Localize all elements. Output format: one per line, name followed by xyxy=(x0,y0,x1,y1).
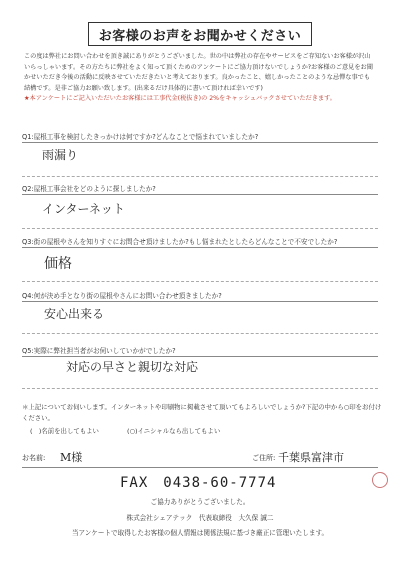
consent-section xyxy=(22,402,382,437)
question-2: Q2:屋根工事会社をどのように探しましたか? xyxy=(22,185,156,193)
option-initials[interactable]: (○)イニシャルなら出してもよい xyxy=(126,427,221,435)
page-title: お客様のお声をお聞かせください xyxy=(88,22,312,46)
intro-paragraph: この度は弊社にお問い合わせを頂き誠にありがとうございました。世の中は弊社の存在やサービスをご存知ないお客様が沢山いらっしゃいます。その方たちに弊社をよく知って頂くためのアンケートにご協力頂けないでしょうか?お客様のご意見をお聞かせいただき今後の活動に反映させていただきたいと考えております。良かったこと、嬉しかったことのような忌憚な事でも結構です。是非ご協力お願い致します。(出来るだけ具体的に書いて頂ければ幸いです) xyxy=(24,53,373,92)
privacy-text: 当アンケートで取得したお客様の個人情報は関係法規に基づき厳正に管理いたします。 xyxy=(71,529,329,537)
divider xyxy=(22,301,378,302)
divider xyxy=(22,142,378,143)
name-label: お名前: xyxy=(22,454,46,462)
question-3: Q3:街の屋根やさんを知りすぐにお問合せ頂けましたか?もし悩まれたとしたらどんなことで不安でしたか? xyxy=(22,238,338,246)
question-4: Q4:何が決め手となり街の屋根やさんにお問い合わせ頂きましたか? xyxy=(22,292,222,300)
intro-text xyxy=(24,52,376,105)
answer-line xyxy=(22,333,378,334)
answer-4[interactable]: 安心出来る xyxy=(44,307,105,321)
answer-5[interactable]: 対応の早さと親切な対応 xyxy=(66,360,199,374)
divider xyxy=(22,356,378,357)
answer-1[interactable]: 雨漏り xyxy=(42,148,79,162)
address-field[interactable]: 千葉県富津市 xyxy=(278,451,344,464)
name-field[interactable]: M様 xyxy=(60,451,83,464)
stamp-icon xyxy=(372,472,388,488)
address-label: ご住所: xyxy=(252,454,276,462)
thanks-text: ご協力ありがとうございました。 xyxy=(150,498,250,506)
consent-options xyxy=(22,426,382,437)
divider xyxy=(22,247,378,248)
answer-line xyxy=(22,228,378,229)
answer-2[interactable]: インターネット xyxy=(42,202,125,216)
question-5: Q5:実際に弊社担当者がお伺いしていかがでしたか? xyxy=(22,347,176,355)
cashback-note: ★本アンケートにご記入いただいたお客様には工事代金(税抜き)の 2%をキャッシュバックさせていただきます。 xyxy=(24,95,336,103)
answer-line xyxy=(22,176,378,177)
answer-line xyxy=(22,281,378,282)
company-text: 株式会社シェアテック 代表取締役 大久保 誠二 xyxy=(126,514,274,522)
fax-number: FAX 0438-60-7774 xyxy=(120,475,277,491)
answer-3[interactable]: 価格 xyxy=(44,256,72,272)
answer-line xyxy=(22,388,378,389)
question-1: Q1:屋根工事を検討したきっかけは何ですか?どんなことで悩まれていましたか? xyxy=(22,133,259,141)
divider xyxy=(22,194,378,195)
option-full-name[interactable]: ( )名前を出してもよい xyxy=(30,427,99,435)
name-address-row xyxy=(22,447,378,468)
consent-question: ＊上記についてお伺いします。インターネットや印刷物に掲載させて頂いてもよろしいでしょうか?下記の中から○印をお付けください。 xyxy=(22,403,382,422)
